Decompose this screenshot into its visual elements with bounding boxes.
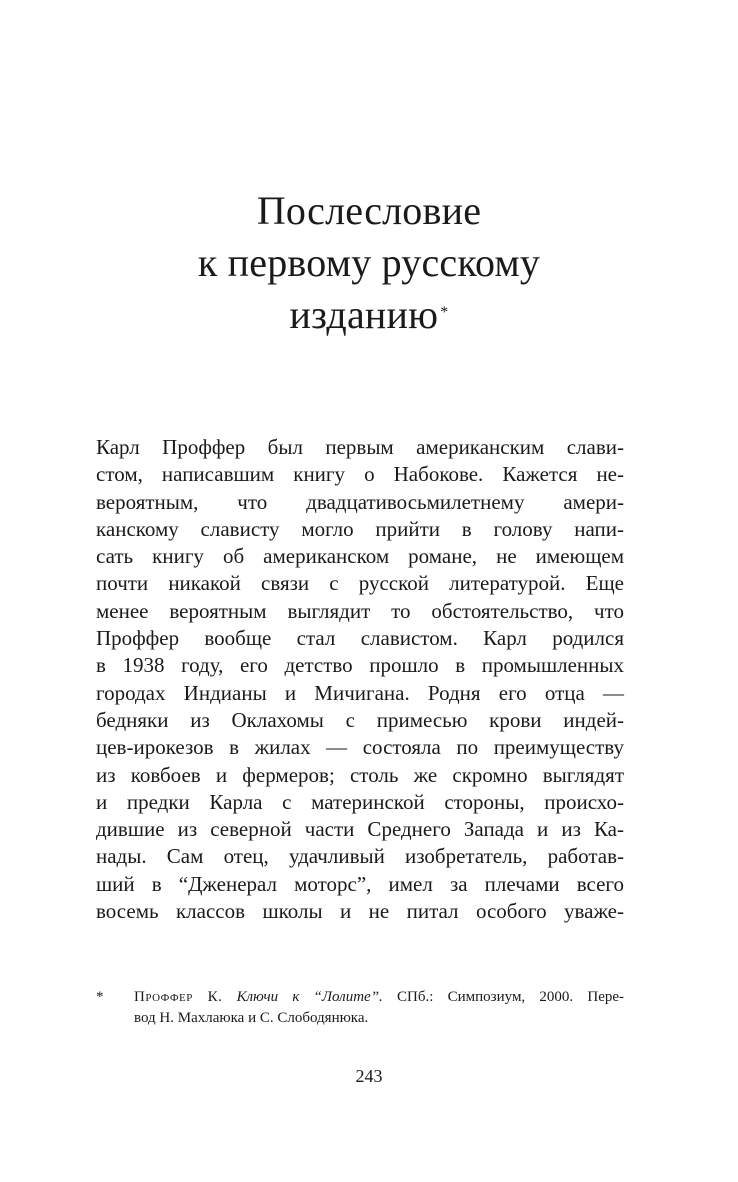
footnote-publication: СПб.: Симпозиум, 2000. Пере- bbox=[397, 989, 624, 1005]
body-line: и предки Карла с материнской стороны, происхо- bbox=[96, 789, 624, 814]
body-line: менее вероятным выглядит то обстоятельство, что bbox=[96, 598, 624, 623]
title-line-1: Послесловие bbox=[256, 188, 482, 233]
footnote-marker: * bbox=[96, 989, 104, 1005]
footnote-line-1 bbox=[134, 987, 624, 1008]
footnote-book-title: Ключи к “Лолите”. bbox=[236, 989, 383, 1005]
body-line: дившие из северной части Среднего Запада и из Ка- bbox=[96, 817, 624, 842]
body-line: нады. Сам отец, удачливый изобретатель, работав- bbox=[96, 844, 624, 869]
body-line: Проффер вообще стал славистом. Карл родился bbox=[96, 626, 624, 651]
title-line-3 bbox=[0, 289, 738, 341]
body-line: канскому слависту могло прийти в голову напи- bbox=[96, 516, 624, 541]
body-line: стом, написавшим книгу о Набокове. Кажется не- bbox=[96, 462, 624, 487]
body-line: восемь классов школы и не питал особого уваже- bbox=[96, 899, 624, 924]
title-line-2: к первому русскому bbox=[197, 240, 541, 285]
body-line: сать книгу об американском романе, не имеющем bbox=[96, 544, 624, 569]
footnote-author: Проффер К. bbox=[134, 989, 223, 1005]
body-paragraph bbox=[96, 434, 624, 925]
footnote bbox=[96, 987, 624, 1029]
body-line: цев-ирокезов в жилах — состояла по преимуществу bbox=[96, 735, 624, 760]
body-line: бедняки из Оклахомы с примесью крови индей- bbox=[96, 707, 624, 732]
body-line: ший в “Дженерал моторс”, имел за плечами всего bbox=[96, 871, 624, 896]
body-line: вероятным, что двадцативосьмилетнему амери- bbox=[96, 489, 624, 514]
body-line: почти никакой связи с русской литературой. Еще bbox=[96, 571, 624, 596]
page-number: 243 bbox=[355, 1066, 383, 1086]
body-line: в 1938 году, его детство прошло в промышленных bbox=[96, 653, 624, 678]
body-line: из ковбоев и фермеров; столь же скромно выглядят bbox=[96, 762, 624, 787]
title-footnote-marker[interactable]: * bbox=[440, 304, 449, 321]
footnote-line-2: вод Н. Махлаюка и С. Слободянюка. bbox=[134, 1010, 369, 1026]
chapter-title bbox=[0, 185, 738, 341]
footnote-text bbox=[134, 987, 624, 1029]
body-line: Карл Проффер был первым американским слави- bbox=[96, 435, 624, 459]
body-line: городах Индианы и Мичигана. Родня его отца — bbox=[96, 680, 624, 705]
title-line-3-text: изданию bbox=[289, 292, 439, 337]
